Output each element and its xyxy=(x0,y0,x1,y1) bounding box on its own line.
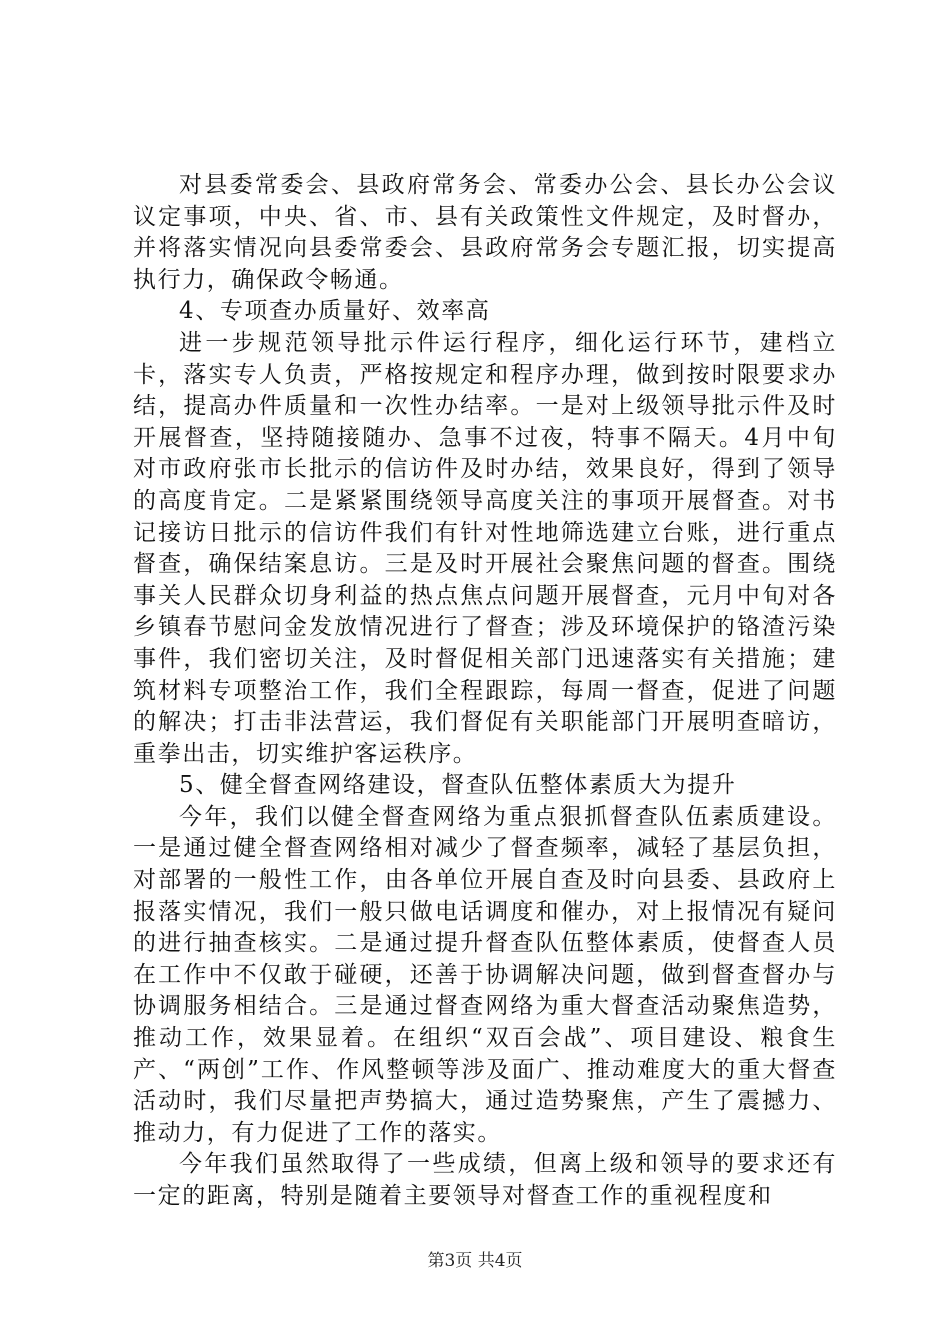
section-heading-5: 5、健全督查网络建设，督查队伍整体素质大为提升 xyxy=(179,772,737,799)
paragraph-special-investigation: 进一步规范领导批示件运行程序，细化运行环节，建档立卡，落实专人负责，严格按规定和程序办理，做到按时限要求办结，提高办件质量和一次性办结率。一是对上级领导批示件及时开展督查，坚持随接随办、急事不过夜，特事不隔天。4月中旬对市政府张市长批示的信访件及时办结，效果良好，得到了领导的高度肯定。二是紧紧围绕领导高度关注的事项开展督查。对书记接访日批示的信访件我们有针对性地筛选建立台账，进行重点督查，确保结案息访。三是及时开展社会聚焦问题的督查。围绕事关人民群众切身利益的热点焦点问题开展督查，元月中旬对各乡镇春节慰问金发放情况进行了督查；涉及环境保护的铬渣污染事件，我们密切关注，及时督促相关部门迅速落实有关措施；建筑材料专项整治工作，我们全程跟踪，每周一督查，促进了问题的解决；打击非法营运，我们督促有关职能部门开展明查暗访，重拳出击，切实维护客运秩序。 xyxy=(133,329,837,767)
section-heading-4: 4、专项查办质量好、效率高 xyxy=(179,298,491,325)
paragraph-network-building: 今年，我们以健全督查网络为重点狠抓督查队伍素质建设。一是通过健全督查网络相对减少了督查频率，减轻了基层负担，对部署的一般性工作，由各单位开展自查及时向县委、县政府上报落实情况，我们一般只做电话调度和催办，对上报情况有疑问的进行抽查核实。二是通过提升督查队伍整体素质，使督查人员在工作中不仅敢于碰硬，还善于协调解决问题，做到督查督办与协调服务相结合。三是通过督查网络为重大督查活动聚焦造势，推动工作，效果显着。在组织“双百会战”、项目建设、粮食生产、“两创”工作、作风整顿等涉及面广、推动难度大的重大督查活动时，我们尽量把声势搞大，通过造势聚焦，产生了震撼力、推动力，有力促进了工作的落实。 xyxy=(133,803,837,1146)
paragraph-shortcomings: 今年我们虽然取得了一些成绩，但离上级和领导的要求还有一定的距离，特别是随着主要领导对督查工作的重视程度和 xyxy=(133,1151,837,1209)
paragraph-supervision-items: 对县委常委会、县政府常务会、常委办公会、县长办公会议议定事项，中央、省、市、县有关政策性文件规定，及时督办，并将落实情况向县委常委会、县政府常务会专题汇报，切实提高执行力，确保政令畅通。 xyxy=(133,172,837,293)
page-number-footer: 第3页 共4页 xyxy=(427,1251,523,1271)
document-body xyxy=(133,170,837,1213)
